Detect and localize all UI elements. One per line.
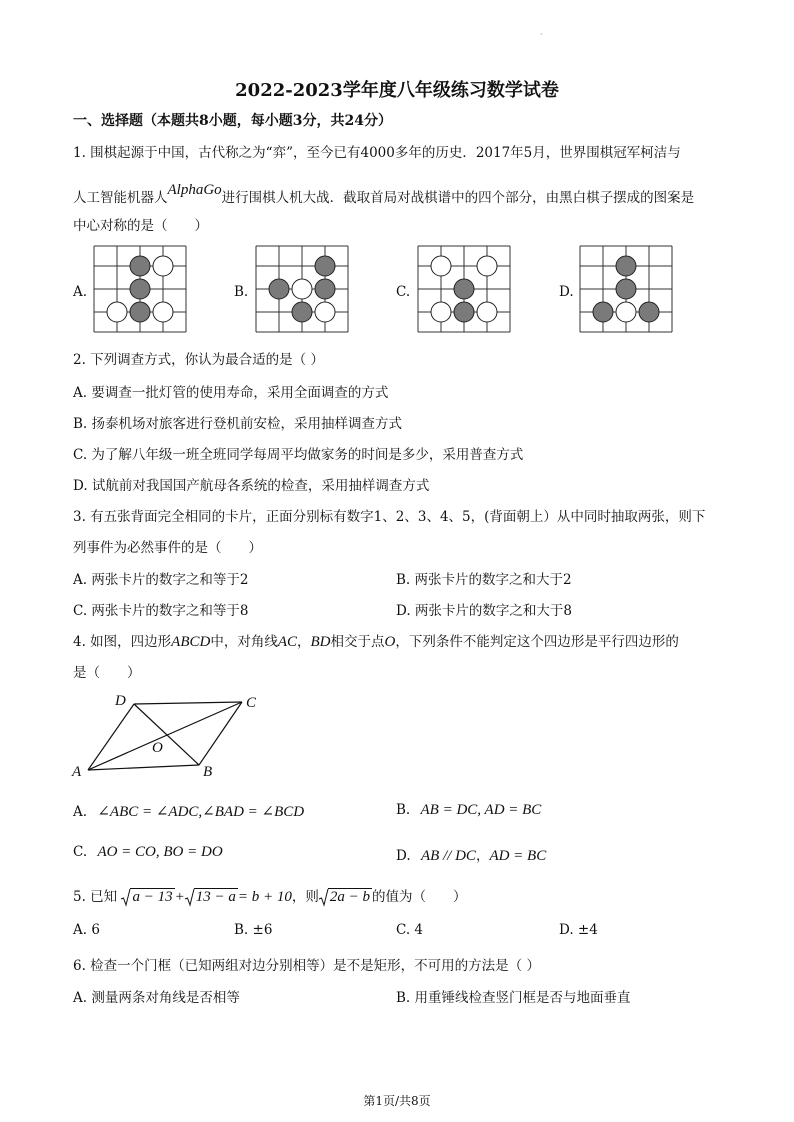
q1-line1: 1. 围棋起源于中国，古代称之为“弈”，至今已有4000多年的历史．2017年5月，世界围棋冠军柯洁与 xyxy=(73,145,681,161)
go-board-d xyxy=(580,246,672,332)
point-o-label: O xyxy=(152,740,163,756)
q1-option-c-label: C. xyxy=(396,284,411,300)
q4-text-1: 4. 如图，四边形 xyxy=(73,634,172,650)
q1-line2 xyxy=(73,182,695,207)
q1-option-d-label: D. xyxy=(559,284,574,300)
page-footer: 第1页/共8页 xyxy=(363,1094,431,1108)
q3-option-c: C. 两张卡片的数字之和等于8 xyxy=(73,603,249,619)
q5-option-b: B. ±6 xyxy=(234,922,273,938)
q4-option-d-sep: ， xyxy=(475,848,490,864)
q4-option-c-label: C. xyxy=(73,844,88,860)
page-mark: · xyxy=(540,30,543,39)
q4-option-b xyxy=(396,802,541,819)
q3-line1: 3. 有五张背面完全相同的卡片，正面分别标有数字1、2、3、4、5，(背面朝上）从中同时抽取两张，则下 xyxy=(73,509,706,525)
radical-1 xyxy=(121,888,174,906)
q1-option-b-label: B. xyxy=(234,284,249,300)
q5-option-d: D. ±4 xyxy=(559,922,598,938)
black-stone xyxy=(616,256,636,276)
white-stone xyxy=(477,302,497,322)
exam-title: 2022-2023学年度八年级练习数学试卷 xyxy=(235,80,559,101)
black-stone xyxy=(315,256,335,276)
black-stone xyxy=(616,279,636,299)
go-board-b xyxy=(256,246,348,332)
radical-sign-icon xyxy=(185,889,194,906)
q4-option-d-label: D. xyxy=(396,848,411,864)
black-stone xyxy=(639,302,659,322)
white-stone xyxy=(107,302,127,322)
q4-option-a-math: ∠ABC = ∠ADC,∠BAD = ∠BCD xyxy=(97,804,305,820)
q4-option-b-math: AB = DC, AD = BC xyxy=(420,802,542,818)
q5-pre: 5. 已知 xyxy=(73,889,118,905)
q2-option-c: C. 为了解八年级一班全班同学每周平均做家务的时间是多少，采用普查方式 xyxy=(73,447,524,463)
q3-option-b: B. 两张卡片的数字之和大于2 xyxy=(396,572,572,588)
radical-sign-icon xyxy=(319,889,328,906)
black-stone xyxy=(292,302,312,322)
vertex-d-label: D xyxy=(115,693,126,709)
q1-line3: 中心对称的是（ ） xyxy=(73,218,208,234)
q5-option-a: A. 6 xyxy=(73,922,100,938)
black-stone xyxy=(130,279,150,299)
q5-equation-rhs: = b + 10 xyxy=(237,889,292,905)
q2-option-b: B. 扬泰机场对旅客进行登机前安检，采用抽样调查方式 xyxy=(73,416,403,432)
q6-stem: 6. 检查一个门框（已知两组对边分别相等）是不是矩形，不可用的方法是（ ） xyxy=(73,958,540,974)
q6-option-b: B. 用重锤线检查竖门框是否与地面垂直 xyxy=(396,990,631,1006)
black-stone xyxy=(130,256,150,276)
q4-option-d xyxy=(396,844,546,865)
q4-option-c xyxy=(73,844,223,861)
side-ab xyxy=(88,765,199,770)
q4-ac: AC xyxy=(277,634,298,650)
white-stone xyxy=(292,279,312,299)
q5-option-c: C. 4 xyxy=(396,922,424,938)
q4-text-3: 相交于点 xyxy=(330,634,385,650)
q4-option-d-math2: AD = BC xyxy=(489,848,547,864)
go-board-c xyxy=(418,246,510,332)
q3-option-d: D. 两张卡片的数字之和大于8 xyxy=(396,603,573,619)
q3-line2: 列事件为必然事件的是（ ） xyxy=(73,540,262,556)
radicand-1: a − 13 xyxy=(132,889,173,905)
white-stone xyxy=(315,302,335,322)
vertex-a-label: A xyxy=(72,764,82,780)
white-stone xyxy=(431,256,451,276)
q4-text-4: ，下列条件不能判定这个四边形是平行四边形的 xyxy=(395,634,679,650)
q5-mid: ，则 xyxy=(291,889,319,905)
q2-option-a: A. 要调查一批灯管的使用寿命，采用全面调查的方式 xyxy=(73,385,389,401)
white-stone xyxy=(153,256,173,276)
q1-line2-pre: 人工智能机器人 xyxy=(73,190,168,206)
q2-option-d: D. 试航前对我国国产航母各系统的检查，采用抽样调查方式 xyxy=(73,478,430,494)
q3-option-a: A. 两张卡片的数字之和等于2 xyxy=(73,572,249,588)
black-stone xyxy=(454,279,474,299)
q1-option-a-label: A. xyxy=(73,284,88,300)
q6-option-a: A. 测量两条对角线是否相等 xyxy=(73,990,240,1006)
q2-stem: 2. 下列调查方式，你认为最合适的是（ ） xyxy=(73,352,324,368)
diagonal-bd xyxy=(134,704,199,765)
q4-comma: ， xyxy=(297,634,311,650)
alphago-label: AlphaGo xyxy=(167,182,222,198)
radical-3 xyxy=(319,888,372,906)
black-stone xyxy=(130,302,150,322)
white-stone xyxy=(431,302,451,322)
q4-option-c-math: AO = CO, BO = DO xyxy=(97,844,223,860)
radicand-3: 2a − b xyxy=(329,889,370,905)
q5-post: 的值为（ ） xyxy=(371,889,467,905)
vertex-b-label: B xyxy=(203,764,213,780)
q4-abcd: ABCD xyxy=(171,634,211,650)
q5-plus: + xyxy=(174,889,185,905)
black-stone xyxy=(593,302,613,322)
radical-sign-icon xyxy=(121,889,130,906)
white-stone xyxy=(477,256,497,276)
q5-stem xyxy=(73,885,466,906)
radical-2 xyxy=(185,888,238,906)
white-stone xyxy=(153,302,173,322)
q4-option-d-math1: AB // DC xyxy=(420,848,476,864)
q4-line1 xyxy=(73,630,679,651)
black-stone xyxy=(315,279,335,299)
vertex-c-label: C xyxy=(246,695,257,711)
white-stone xyxy=(616,302,636,322)
q4-option-a-label: A. xyxy=(73,804,88,820)
parallelogram-figure xyxy=(70,690,270,785)
side-cd xyxy=(134,702,242,704)
q4-o: O xyxy=(384,634,396,650)
q4-text-2: 中，对角线 xyxy=(210,634,278,650)
section-heading: 一、选择题（本题共8小题，每小题3分，共24分） xyxy=(73,113,392,129)
q4-option-a xyxy=(73,802,304,821)
black-stone xyxy=(454,302,474,322)
black-stone xyxy=(269,279,289,299)
q4-bd: BD xyxy=(310,634,331,650)
go-board-a xyxy=(94,246,186,332)
radicand-2: 13 − a xyxy=(195,889,236,905)
q1-line2-post: 进行围棋人机大战．截取首局对战棋谱中的四个部分，由黑白棋子摆成的图案是 xyxy=(221,190,695,206)
q4-line2: 是（ ） xyxy=(73,665,141,681)
q4-option-b-label: B. xyxy=(396,802,411,818)
